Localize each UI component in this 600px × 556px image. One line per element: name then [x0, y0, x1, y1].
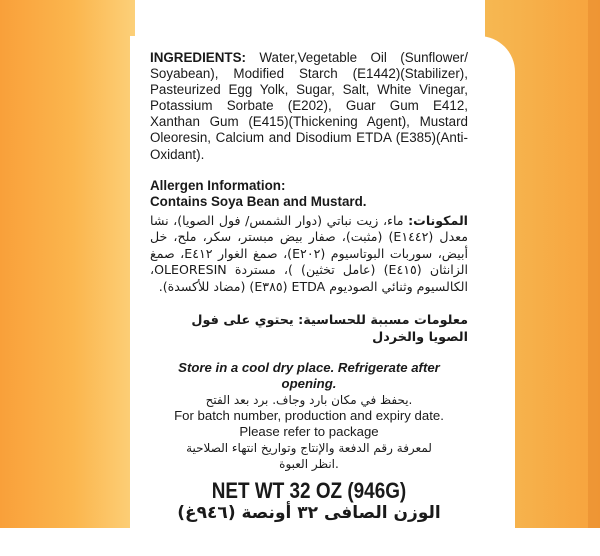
ingredients-ar	[150, 213, 468, 295]
allergen-text: Contains Soya Bean and Mustard.	[150, 194, 367, 209]
ingredients-ar-text: ماء، زيت نباتي (دوار الشمس/ فول الصويا)، نشا معدل (E١٤٤٢) (مثبت)، صفار بيض مبستر، سكر، ملح، خل أبيض، سوربات البوتاسيوم (E٢٠٢)، صمغ الغوار E٤١٢، صمغ الزانثان (E٤١٥) (عامل تخثين) )، مستردة OLEORESIN، الكالسيوم وثنائي الصوديوم ETDA (E٣٨٥) (مضاد للأكسدة).	[150, 213, 469, 294]
storage-ar: يحفظ في مكان بارد وجاف. برد بعد الفتح.	[205, 393, 413, 407]
orange-background-left	[0, 0, 135, 528]
ingredients-heading: INGREDIENTS:	[150, 50, 246, 65]
ingredients-ar-heading: المكونات:	[408, 213, 468, 228]
net-weight-ar: الوزن الصافى ٣٢ أونصة (٩٤٦غ)	[177, 503, 441, 523]
orange-edge-shade	[588, 0, 600, 528]
ingredients-text: Water,Vegetable Oil (Sunflower/ Soyabean), Modified Starch (E1442)(Stabilizer), Pasteurized Egg Yolk, Sugar, Salt, White Vinegar, Potassium Sorbate (E202), Guar Gum E412, Xanthan Gum (E415)(Thickening Agent), Mustard Oleoresin, Calcium and Disodium ETDA (E385)(Anti-Oxidant).	[150, 50, 468, 162]
storage-instructions	[150, 360, 468, 472]
allergen-heading: Allergen Information:	[150, 178, 286, 193]
ingredients-en	[150, 50, 468, 163]
allergen-ar: معلومات مسببة للحساسية: يحتوي على فول الصويا والخردل	[191, 313, 468, 345]
batch-ar-line-2: انظر العبوة.	[279, 457, 339, 471]
allergen-en	[150, 178, 468, 210]
batch-en-line-1: For batch number, production and expiry date.	[174, 408, 444, 423]
batch-ar-line-1: لمعرفة رقم الدفعة والإنتاج وتواريخ انتهاء الصلاحية	[186, 441, 432, 455]
storage-en: Store in a cool dry place. Refrigerate after opening.	[178, 360, 440, 391]
batch-en-line-2: Please refer to package	[239, 424, 379, 439]
net-weight-en: NET WT 32 OZ (946G)	[211, 478, 407, 503]
